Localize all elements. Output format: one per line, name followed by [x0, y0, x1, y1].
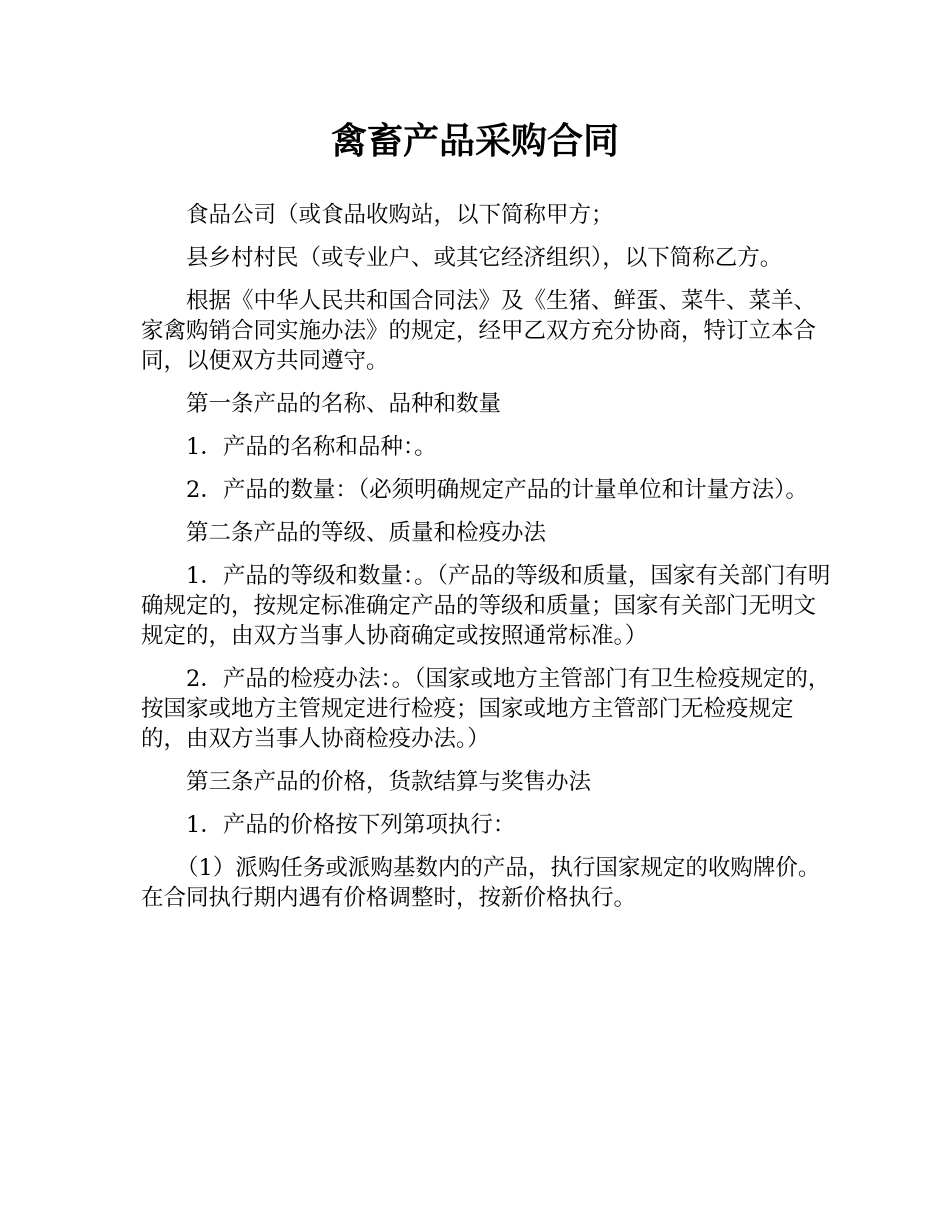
paragraph-preamble: 根据《中华人民共和国合同法》及《生猪、鲜蛋、菜牛、菜羊、家禽购销合同实施办法》的规定，经甲乙双方充分协商，特订立本合同，以便双方共同遵守。 — [141, 288, 817, 374]
article-1-item-2: 2．产品的数量：（必须明确规定产品的计量单位和计量方法）。 — [186, 477, 808, 503]
article-1-item-1: 1．产品的名称和品种：。 — [186, 434, 437, 460]
article-3-subitem-1: （1）派购任务或派购基数内的产品，执行国家规定的收购牌价。在合同执行期内遇有价格调整时，按新价格执行。 — [141, 855, 821, 911]
article-2-heading: 第二条产品的等级、质量和检疫办法 — [186, 520, 547, 546]
article-2-item-1: 1．产品的等级和数量：。（产品的等级和质量，国家有关部门有明确规定的，按规定标准确定产品的等级和质量；国家有关部门无明文规定的，由双方当事人协商确定或按照通常标准。） — [141, 563, 831, 649]
document-title: 禽畜产品采购合同 — [330, 121, 619, 162]
article-1-heading: 第一条产品的名称、品种和数量 — [186, 391, 502, 417]
article-2-item-2: 2．产品的检疫办法：。（国家或地方主管部门有卫生检疫规定的，按国家或地方主管规定进行检疫；国家或地方主管部门无检疫规定的，由双方当事人协商检疫办法。） — [141, 666, 831, 752]
article-3-item-1: 1．产品的价格按下列第项执行： — [186, 812, 516, 838]
article-3-heading: 第三条产品的价格，货款结算与奖售办法 — [186, 769, 592, 795]
paragraph-party-b: 县乡村村民（或专业户、或其它经济组织），以下简称乙方。 — [186, 245, 783, 271]
paragraph-party-a: 食品公司（或食品收购站，以下简称甲方； — [186, 202, 614, 228]
document-body — [141, 200, 831, 926]
